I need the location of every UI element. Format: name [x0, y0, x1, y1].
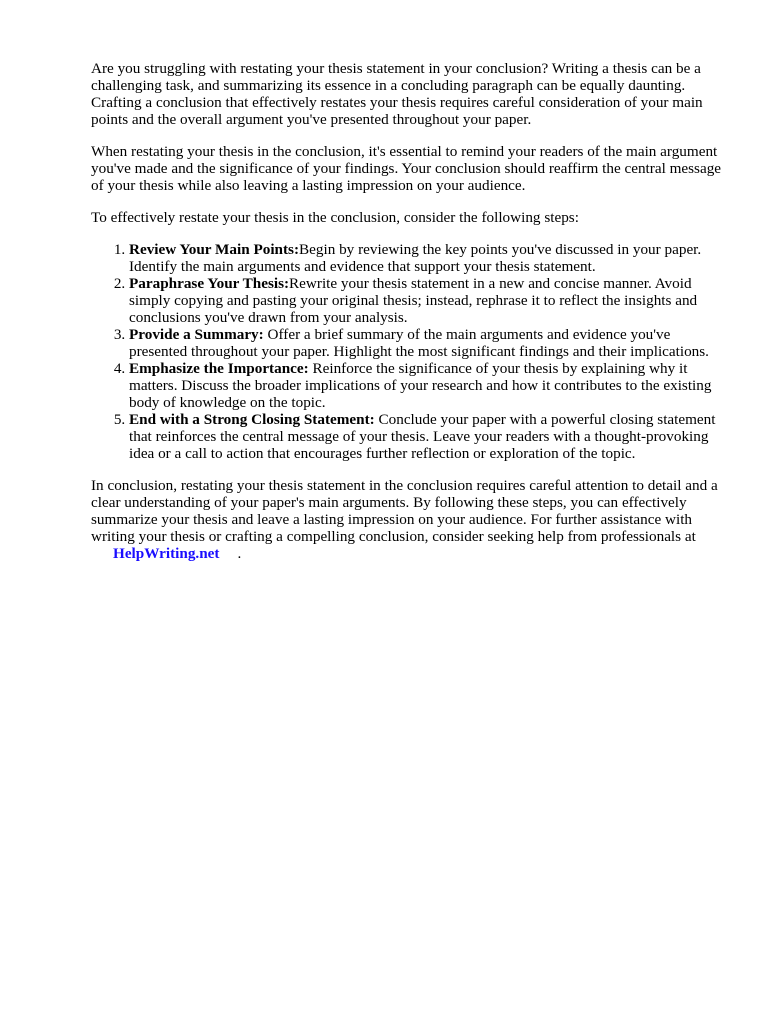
steps-intro-paragraph: To effectively restate your thesis in the conclusion, consider the following steps: — [91, 209, 579, 226]
step-title: End with a Strong Closing Statement: — [129, 411, 375, 428]
list-item — [129, 360, 725, 411]
step-title: Provide a Summary: — [129, 326, 264, 343]
step-title: Emphasize the Importance: — [129, 360, 309, 377]
helpwriting-link[interactable]: HelpWriting.net — [113, 545, 220, 562]
step-text: Conclude your paper with a powerful closing statement that reinforces the central message of your thesis. Leave your readers with a thought-provoking idea or a call to action that encourages further reflection or exploration of the topic. — [129, 411, 716, 462]
link-line — [91, 545, 725, 562]
second-paragraph: When restating your thesis in the conclusion, it's essential to remind your readers of the main argument you've made and the significance of your findings. Your conclusion should reaffirm the central message of your thesis while also leaving a lasting impression on your audience. — [91, 143, 722, 194]
intro-paragraph: Are you struggling with restating your thesis statement in your conclusion? Writing a thesis can be a challenging task, and summarizing its essence in a concluding paragraph can be equally daunting. Crafting a conclusion that effectively restates your thesis requires careful consideration of your main points and the overall argument you've presented throughout your paper. — [91, 60, 703, 128]
step-text: Begin by reviewing the key points you've discussed in your paper. Identify the main arguments and evidence that support your thesis statement. — [129, 241, 702, 275]
list-item — [129, 275, 725, 326]
steps-list — [91, 241, 725, 462]
list-item — [129, 411, 725, 462]
step-text: Reinforce the significance of your thesis by explaining why it matters. Discuss the broader implications of your research and how it contributes to the existing body of knowledge on the topic. — [129, 360, 712, 411]
step-text: Rewrite your thesis statement in a new and concise manner. Avoid simply copying and pasting your original thesis; instead, rephrase it to reflect the insights and conclusions you've drawn from your analysis. — [129, 275, 698, 326]
step-text: Offer a brief summary of the main arguments and evidence you've presented throughout your paper. Highlight the most significant findings and their implications. — [129, 326, 709, 360]
list-item — [129, 326, 725, 360]
step-title: Paraphrase Your Thesis: — [129, 275, 290, 292]
document-page — [91, 60, 725, 562]
conclusion-paragraph: In conclusion, restating your thesis statement in the conclusion requires careful attention to detail and a clear understanding of your paper's main arguments. By following these steps, you can effectively summarize your thesis and leave a lasting impression on your audience. For further assistance with writing your thesis or crafting a compelling conclusion, consider seeking help from professionals at — [91, 477, 718, 545]
trailing-period: . — [237, 545, 242, 562]
step-title: Review Your Main Points: — [129, 241, 300, 258]
list-item — [129, 241, 725, 275]
